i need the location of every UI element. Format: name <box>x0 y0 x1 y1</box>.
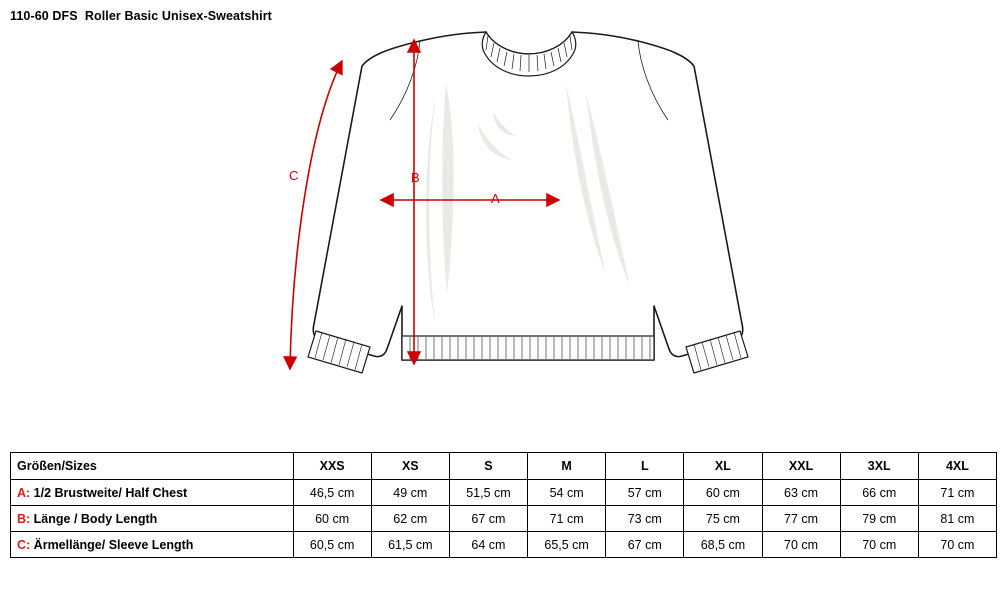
cell-chest-m: 54 cm <box>528 480 606 506</box>
cell-sleeve-4xl: 70 cm <box>918 532 996 558</box>
header-size-xxs: XXS <box>293 453 371 480</box>
table-row <box>11 532 997 558</box>
header-sizes-label: Größen/Sizes <box>11 453 294 480</box>
cell-sleeve-3xl: 70 cm <box>840 532 918 558</box>
row-label-length <box>11 506 294 532</box>
cell-sleeve-m: 65,5 cm <box>528 532 606 558</box>
header-size-4xl: 4XL <box>918 453 996 480</box>
row-letter-b: B: <box>17 511 31 526</box>
cell-sleeve-xxs: 60,5 cm <box>293 532 371 558</box>
table-row <box>11 506 997 532</box>
table-row <box>11 480 997 506</box>
row-letter-a: A: <box>17 485 31 500</box>
page-title: 110-60 DFS Roller Basic Unisex-Sweatshirt <box>10 9 272 23</box>
header-size-xxl: XXL <box>762 453 840 480</box>
row-text-chest: 1/2 Brustweite/ Half Chest <box>30 485 188 500</box>
cell-sleeve-xxl: 70 cm <box>762 532 840 558</box>
header-size-xl: XL <box>684 453 762 480</box>
cell-chest-xl: 60 cm <box>684 480 762 506</box>
row-label-chest <box>11 480 294 506</box>
row-label-sleeve <box>11 532 294 558</box>
header-size-m: M <box>528 453 606 480</box>
cell-length-xxs: 60 cm <box>293 506 371 532</box>
cell-length-l: 73 cm <box>606 506 684 532</box>
cell-chest-l: 57 cm <box>606 480 684 506</box>
dimension-label-a: A <box>491 191 500 206</box>
cell-chest-4xl: 71 cm <box>918 480 996 506</box>
row-letter-c: C: <box>17 537 31 552</box>
header-size-3xl: 3XL <box>840 453 918 480</box>
cell-chest-xs: 49 cm <box>371 480 449 506</box>
cell-length-4xl: 81 cm <box>918 506 996 532</box>
table-header-row <box>11 453 997 480</box>
cell-sleeve-xs: 61,5 cm <box>371 532 449 558</box>
row-text-sleeve: Ärmellänge/ Sleeve Length <box>30 537 194 552</box>
cell-chest-s: 51,5 cm <box>449 480 527 506</box>
cell-chest-xxl: 63 cm <box>762 480 840 506</box>
cell-length-xxl: 77 cm <box>762 506 840 532</box>
cell-length-s: 67 cm <box>449 506 527 532</box>
cell-length-m: 71 cm <box>528 506 606 532</box>
cell-length-3xl: 79 cm <box>840 506 918 532</box>
cell-length-xs: 62 cm <box>371 506 449 532</box>
dimension-label-c: C <box>289 168 299 183</box>
cell-sleeve-l: 67 cm <box>606 532 684 558</box>
header-size-s: S <box>449 453 527 480</box>
cell-chest-3xl: 66 cm <box>840 480 918 506</box>
cell-sleeve-xl: 68,5 cm <box>684 532 762 558</box>
header-size-l: L <box>606 453 684 480</box>
cell-chest-xxs: 46,5 cm <box>293 480 371 506</box>
cell-length-xl: 75 cm <box>684 506 762 532</box>
cell-sleeve-s: 64 cm <box>449 532 527 558</box>
row-text-length: Länge / Body Length <box>30 511 158 526</box>
garment-illustration <box>250 24 770 404</box>
size-table <box>10 452 997 558</box>
header-size-xs: XS <box>371 453 449 480</box>
size-table-wrap <box>10 452 997 558</box>
dimension-label-b: B <box>411 170 420 185</box>
